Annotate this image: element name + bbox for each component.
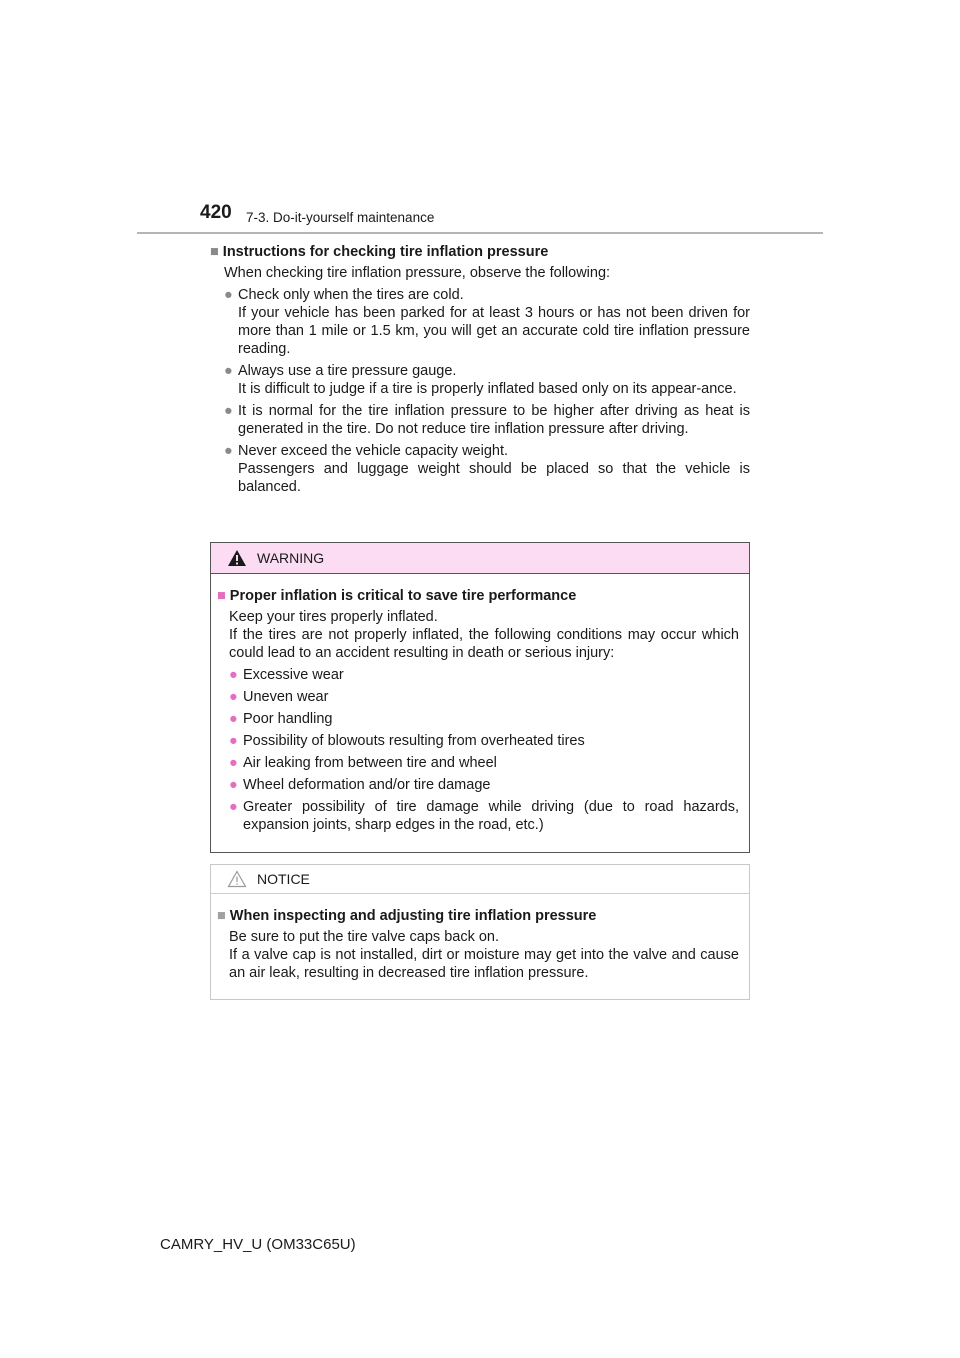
section-intro: When checking tire inflation pressure, observe the following:: [224, 265, 611, 281]
list-item-text: Poor handling: [243, 711, 333, 727]
warning-header: [211, 543, 749, 574]
caution-triangle-icon: [227, 870, 247, 888]
notice-line: Be sure to put the tire valve caps back on.: [229, 929, 500, 945]
list-item: [229, 754, 739, 772]
round-bullet-icon: ●: [224, 363, 233, 379]
notice-header: [211, 865, 749, 894]
list-item-body: Passengers and luggage weight should be placed so that the vehicle is balanced.: [238, 461, 750, 495]
warning-line: Keep your tires properly inflated.: [229, 609, 438, 625]
warning-heading: [217, 586, 739, 606]
list-item-title: It is normal for the tire inflation pressure to be higher after driving as heat is generated in the tire. Do not reduce tire inflation pressure after driving.: [238, 403, 750, 437]
notice-body: [211, 894, 749, 982]
list-item-title: Never exceed the vehicle capacity weight.: [238, 443, 509, 459]
list-item-text: Possibility of blowouts resulting from overheated tires: [243, 733, 585, 749]
list-item-text: Wheel deformation and/or tire damage: [243, 777, 491, 793]
list-item: [229, 776, 739, 794]
notice-heading: [217, 906, 739, 926]
section-heading: [210, 242, 750, 262]
round-bullet-icon: ●: [224, 287, 233, 303]
warning-line: If the tires are not properly inflated, the following conditions may occur which could lead to an accident resulting in death or serious injury:: [229, 627, 739, 661]
round-bullet-icon: ●: [229, 799, 238, 815]
notice-heading-text: When inspecting and adjusting tire inflation pressure: [229, 908, 597, 924]
section-heading-text: Instructions for checking tire inflation pressure: [222, 244, 549, 260]
round-bullet-icon: ●: [224, 443, 233, 459]
list-item-title: Check only when the tires are cold.: [238, 287, 464, 303]
list-item: [224, 442, 750, 496]
list-item: [229, 688, 739, 706]
warning-triangle-icon: [227, 549, 247, 567]
list-item-text: Excessive wear: [243, 667, 344, 683]
section-title: 7-3. Do-it-yourself maintenance: [246, 210, 435, 225]
list-item: [229, 710, 739, 728]
warning-heading-text: Proper inflation is critical to save tire performance: [229, 588, 577, 604]
notice-line: If a valve cap is not installed, dirt or moisture may get into the valve and cause an air leak, resulting in decreased tire inflation pressure.: [229, 947, 739, 981]
warning-body: [211, 574, 749, 834]
list-item: [229, 798, 739, 834]
warning-box: [210, 542, 750, 853]
notice-text: [229, 928, 739, 982]
list-item: [224, 402, 750, 438]
round-bullet-icon: ●: [229, 667, 238, 683]
page-number: 420: [200, 202, 232, 223]
square-bullet-icon: ■: [210, 244, 219, 260]
list-item-text: Uneven wear: [243, 689, 329, 705]
list-item-body: If your vehicle has been parked for at least 3 hours or has not been driven for more than 1 mile or 1.5 km, you will get an accurate cold tire inflation pressure reading.: [238, 305, 750, 357]
header-divider: [137, 232, 823, 234]
round-bullet-icon: ●: [229, 689, 238, 705]
round-bullet-icon: ●: [229, 777, 238, 793]
document-code: CAMRY_HV_U (OM33C65U): [160, 1236, 356, 1253]
list-item-body: It is difficult to judge if a tire is properly inflated based only on its appear-ance.: [238, 381, 737, 397]
round-bullet-icon: ●: [229, 711, 238, 727]
bullet-list: [224, 286, 750, 496]
square-bullet-icon: ■: [217, 588, 226, 604]
warning-list: [229, 666, 739, 834]
round-bullet-icon: ●: [224, 403, 233, 419]
list-item-title: Always use a tire pressure gauge.: [238, 363, 457, 379]
list-item: [229, 666, 739, 684]
list-item: [224, 362, 750, 398]
square-bullet-icon: ■: [217, 908, 226, 924]
warning-label: WARNING: [257, 550, 325, 566]
main-content: [210, 242, 750, 500]
round-bullet-icon: ●: [229, 755, 238, 771]
list-item: [229, 732, 739, 750]
list-item-text: Greater possibility of tire damage while driving (due to road hazards, expansion joints, sharp edges in the road, etc.): [243, 799, 739, 833]
list-item: [224, 286, 750, 358]
warning-text: [229, 608, 739, 662]
round-bullet-icon: ●: [229, 733, 238, 749]
list-item-text: Air leaking from between tire and wheel: [243, 755, 497, 771]
notice-box: [210, 864, 750, 1000]
notice-label: NOTICE: [257, 871, 310, 887]
